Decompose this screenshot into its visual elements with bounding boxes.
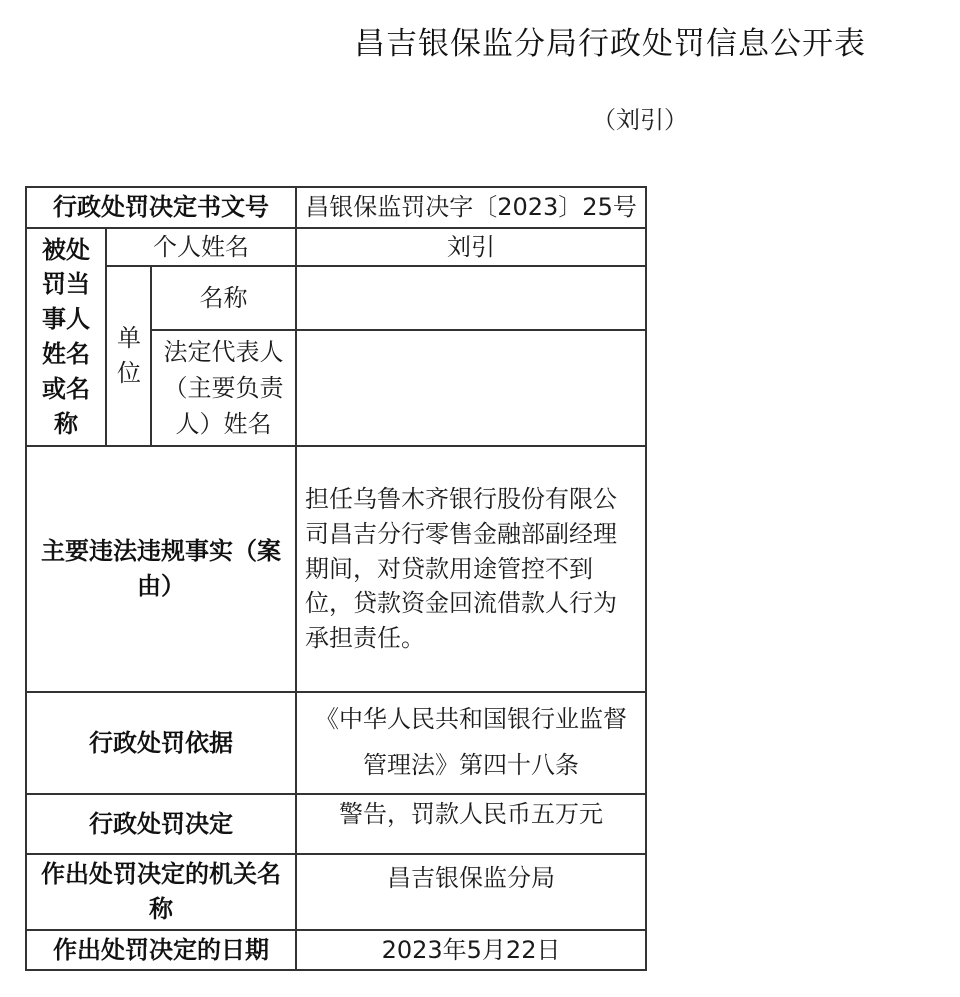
individual-name-label: 个人姓名 xyxy=(106,228,296,266)
document-subtitle: （刘引） xyxy=(592,106,688,134)
table-row xyxy=(26,228,646,266)
authority-label: 作出处罚决定的机关名称 xyxy=(26,854,296,930)
decision-doc-no-value: 昌银保监罚决字〔2023〕25号 xyxy=(296,187,646,228)
facts-label: 主要违法违规事实（案由） xyxy=(26,446,296,692)
table-row xyxy=(26,930,646,970)
basis-label: 行政处罚依据 xyxy=(26,692,296,794)
unit-name-label: 名称 xyxy=(151,266,296,330)
document-title: 昌吉银保监分局行政处罚信息公开表 xyxy=(354,26,866,62)
unit-label: 单位 xyxy=(106,266,151,446)
penalty-info-table xyxy=(25,186,647,971)
basis-value: 《中华人民共和国银行业监督管理法》第四十八条 xyxy=(296,692,646,794)
authority-value: 昌吉银保监分局 xyxy=(296,854,646,930)
table-row xyxy=(26,266,646,330)
date-label: 作出处罚决定的日期 xyxy=(26,930,296,970)
legal-rep-value xyxy=(296,330,646,446)
party-group-label: 被处罚当事人姓名或名称 xyxy=(26,228,106,446)
table-row xyxy=(26,446,646,692)
legal-rep-label: 法定代表人（主要负责人）姓名 xyxy=(151,330,296,446)
decision-value: 警告，罚款人民币五万元 xyxy=(296,794,646,854)
decision-doc-no-label: 行政处罚决定书文号 xyxy=(26,187,296,228)
date-value: 2023年5月22日 xyxy=(296,930,646,970)
individual-name-value: 刘引 xyxy=(296,228,646,266)
table-row xyxy=(26,692,646,794)
decision-label: 行政处罚决定 xyxy=(26,794,296,854)
facts-value: 担任乌鲁木齐银行股份有限公司昌吉分行零售金融部副经理期间，对贷款用途管控不到位，贷款资金回流借款人行为承担责任。 xyxy=(296,446,646,692)
unit-name-value xyxy=(296,266,646,330)
table-row xyxy=(26,794,646,854)
table-row xyxy=(26,854,646,930)
table-row xyxy=(26,187,646,228)
